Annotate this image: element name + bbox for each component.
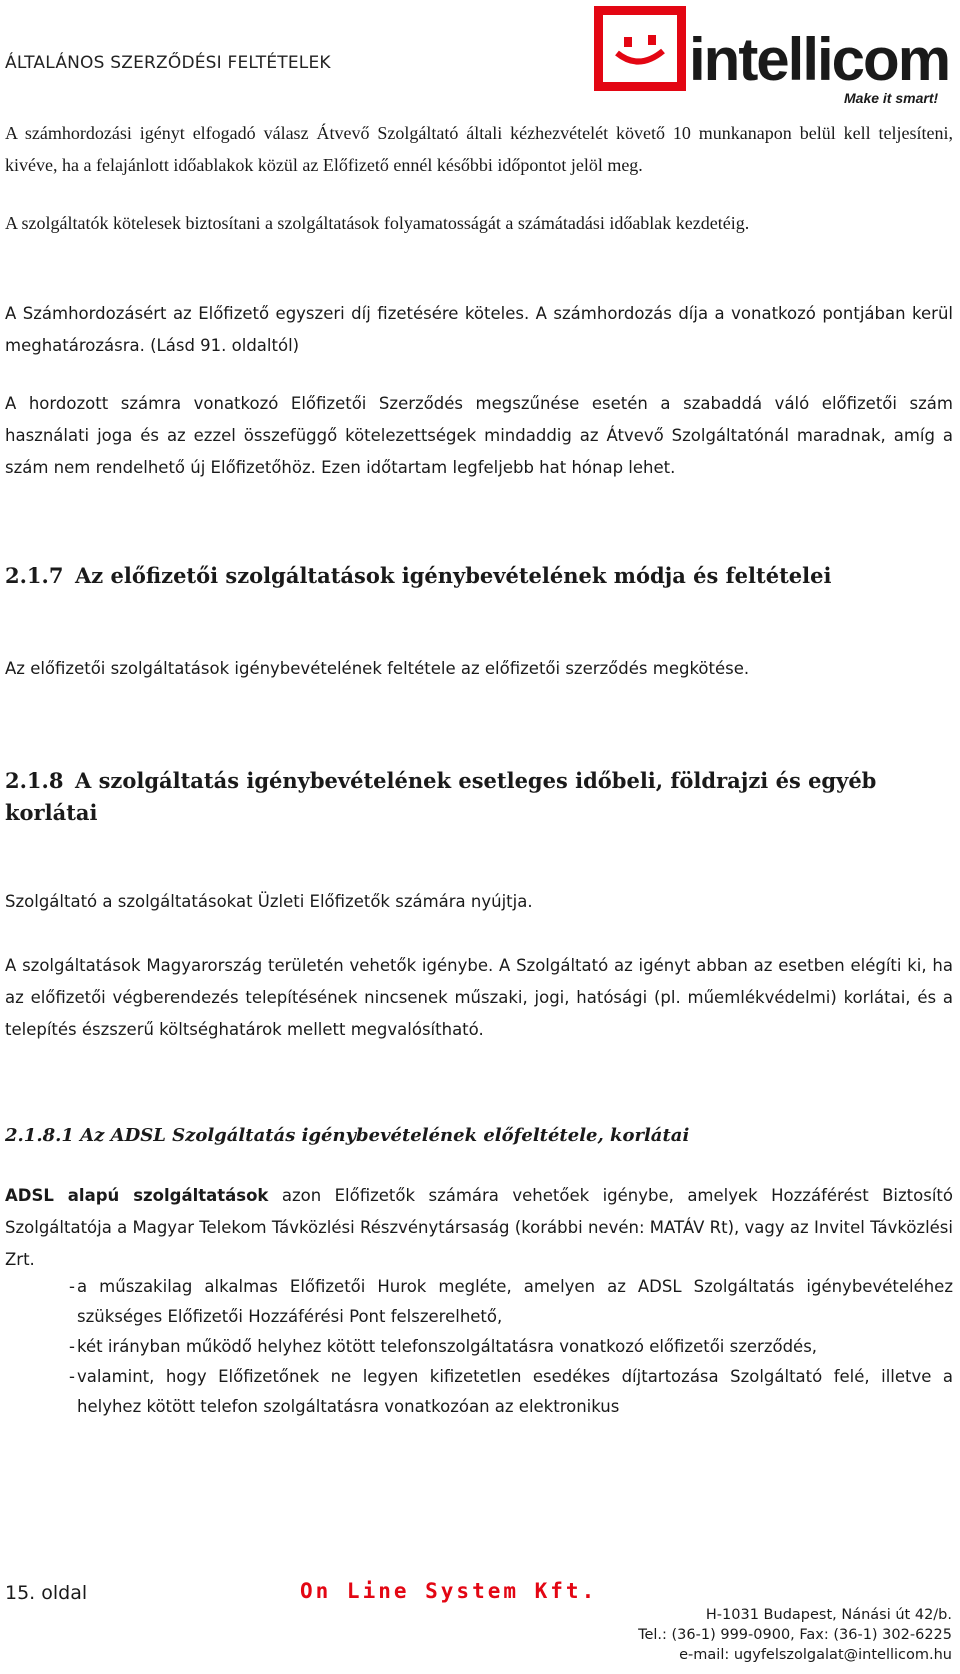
section-heading-2-1-7: 2.1.7 Az előfizetői szolgáltatások igénybevételének módja és feltételei <box>5 563 832 588</box>
paragraph-4: A hordozott számra vonatkozó Előfizetői Szerződés megszűnése esetén a szabaddá váló előfizetői szám használati joga és az ezzel összefüggő kötelezettségek mindaddig az Átvevő Szolgáltatónál maradnak, amíg a szám nem rendelhető új Előfizetőhöz. Ezen időtartam legfeljebb hat hónap lehet. <box>5 394 953 477</box>
list-item: - valamint, hogy Előfizetőnek ne legyen kifizetetlen esedékes díjtartozása Szolgáltató felé, illetve a helyhez kötött telefon szolgáltatásra vonatkozóan az elektronikus <box>5 1362 953 1422</box>
lead-bold-text: ADSL alapú szolgáltatások <box>5 1186 269 1205</box>
list-item: - a műszakilag alkalmas Előfizetői Hurok megléte, amelyen az ADSL Szolgáltatás igénybevételéhez szükséges Előfizetői Hozzáférési Pont felszerelhető, <box>5 1272 953 1332</box>
logo-wordmark: intellicom <box>689 26 950 93</box>
contact-block <box>638 1605 952 1665</box>
bullet-marker: - <box>69 1367 75 1386</box>
intellicom-logo <box>594 6 954 106</box>
document-header-title: ÁLTALÁNOS SZERZŐDÉSI FELTÉTELEK <box>5 53 331 73</box>
section-heading-2-1-8-1: 2.1.8.1 Az ADSL Szolgáltatás igénybevételének előfeltétele, korlátai <box>5 1125 690 1146</box>
section-2-1-8-1-lead <box>5 1180 953 1276</box>
paragraph-3: A Számhordozásért az Előfizető egyszeri díj fizetésére köteles. A számhordozás díja a vonatkozó pontjában kerül meghatározásra. (Lásd 91. oldaltól) <box>5 304 953 355</box>
phone-text: Tel.: (36-1) 999-0900, Fax: (36-1) 302-6225 <box>638 1627 952 1643</box>
section-heading-2-1-8: 2.1.8 A szolgáltatás igénybevételének esetleges időbeli, földrajzi és egyéb korlátai <box>5 768 877 825</box>
logo-tagline: Make it smart! <box>844 90 939 106</box>
section-2-1-8-text-1: Szolgáltató a szolgáltatásokat Üzleti Előfizetők számára nyújtja. <box>5 892 533 911</box>
section-2-1-7-text: Az előfizetői szolgáltatások igénybevételének feltétele az előfizetői szerződés megkötése. <box>5 659 750 678</box>
bullet-marker: - <box>69 1337 75 1356</box>
address-text: H-1031 Budapest, Nánási út 42/b. <box>705 1607 952 1623</box>
company-name: On Line System Kft. <box>300 1579 598 1603</box>
paragraph-2: A szolgáltatók kötelesek biztosítani a szolgáltatások folyamatosságát a számátadási időablak kezdetéig. <box>5 213 750 233</box>
paragraph-1: A számhordozási igényt elfogadó válasz Átvevő Szolgáltató általi kézhezvételét követő 10 munkanapon belül kell teljesíteni, kivéve, ha a felajánlott időablakok közül az Előfizető ennél későbbi időpontot jelöl meg. <box>5 123 953 175</box>
lead-text: azon Előfizetők számára vehetőek igénybe, amelyek Hozzáférést Biztosító Szolgáltatója a Magyar Telekom Távközlési Részvénytársaság (korábbi nevén: MATÁV Rt), vagy az Invitel Távközlési Zrt. <box>5 1186 953 1269</box>
email-text: e-mail: ugyfelszolgalat@intellicom.hu <box>679 1647 952 1663</box>
section-2-1-8-text-2: A szolgáltatások Magyarország területén vehetők igénybe. A Szolgáltató az igényt abban az esetben elégíti ki, ha az előfizetői végberendezés telepítésének nincsenek műszaki, jogi, hatósági (pl. műemlékvédelmi) korlátai, és a telepítés észszerű költséghatárok mellett megvalósítható. <box>5 956 953 1039</box>
logo-face-icon <box>594 6 686 91</box>
prerequisite-list <box>5 1272 953 1422</box>
list-item: - két irányban működő helyhez kötött telefonszolgáltatásra vonatkozó előfizetői szerződés, <box>5 1332 953 1362</box>
page-number: 15. oldal <box>5 1582 88 1604</box>
bullet-marker: - <box>69 1277 75 1296</box>
